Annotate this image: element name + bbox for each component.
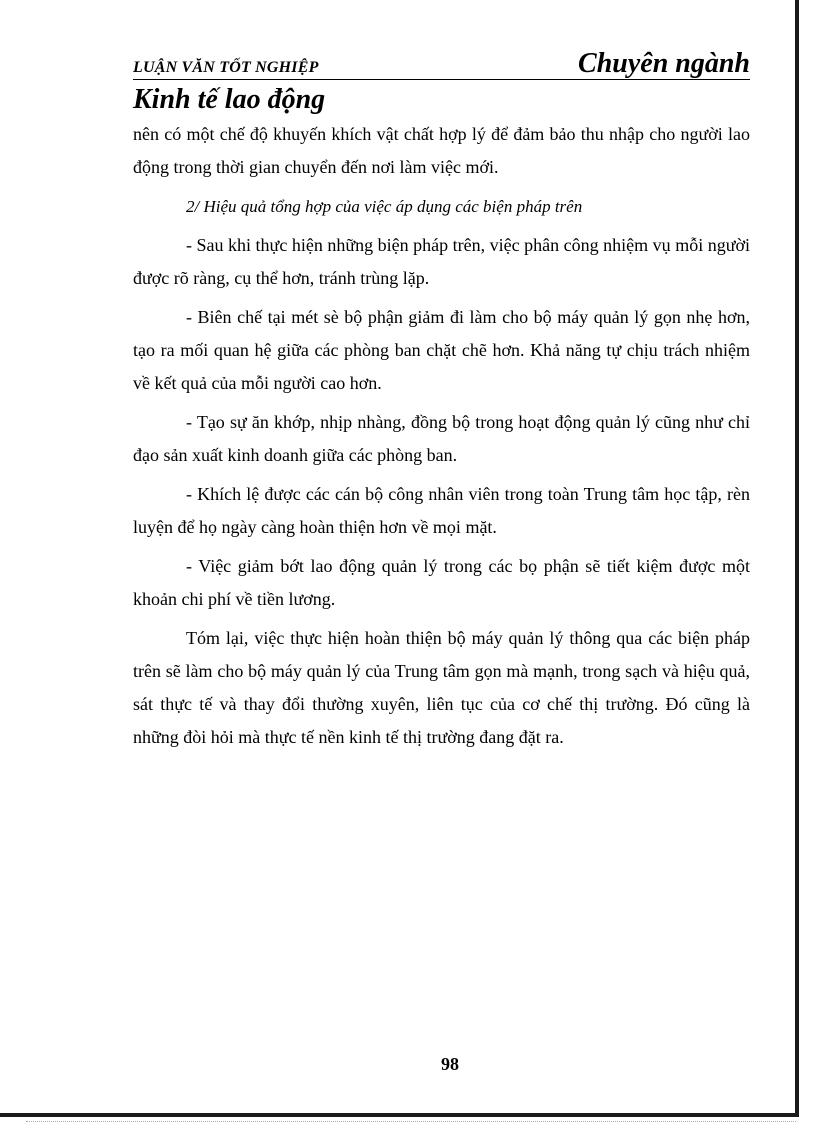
paragraph-continuation: nên có một chế độ khuyến khích vật chất hợp lý để đảm bảo thu nhập cho người lao động trong thời gian chuyển đến nơi làm việc mới. bbox=[133, 124, 750, 177]
summary-paragraph: Tóm lại, việc thực hiện hoàn thiện bộ máy quản lý thông qua các biện pháp trên sẽ làm cho bộ máy quản lý của Trung tâm gọn mà mạnh, trong sạch và hiệu quả, sát thực tế và thay đổi thường xuyên, liên tục của cơ chế thị trường. Đó cũng là những đòi hỏi mà thực tế nền kinh tế thị trường đang đặt ra. bbox=[133, 628, 750, 747]
document-body bbox=[133, 118, 750, 760]
header-thesis-title: LUẬN VĂN TỐT NGHIỆP bbox=[133, 59, 319, 76]
subject-title: Kinh tế lao động bbox=[133, 84, 326, 115]
bullet-paragraph: - Tạo sự ăn khớp, nhịp nhàng, đồng bộ trong hoạt động quản lý cũng như chỉ đạo sản xuất kinh doanh giữa các phòng ban. bbox=[133, 412, 750, 465]
header-major-label: Chuyên ngành bbox=[578, 48, 750, 79]
section-heading: 2/ Hiệu quả tổng hợp của việc áp dụng các biện pháp trên bbox=[186, 197, 583, 216]
bullet-paragraph: - Việc giảm bớt lao động quản lý trong các bọ phận sẽ tiết kiệm được một khoản chi phí về tiền lương. bbox=[133, 556, 750, 609]
bullet-paragraph: - Khích lệ được các cán bộ công nhân viên trong toàn Trung tâm học tập, rèn luyện để họ ngày càng hoàn thiện hơn về mọi mặt. bbox=[133, 484, 750, 537]
page-header bbox=[133, 50, 750, 80]
bullet-paragraph: - Sau khi thực hiện những biện pháp trên, việc phân công nhiệm vụ mỗi người được rõ ràng, cụ thể hơn, tránh trùng lặp. bbox=[133, 235, 750, 288]
page-number: 98 bbox=[441, 1054, 459, 1074]
header-rule bbox=[133, 79, 750, 80]
bullet-paragraph: - Biên chế tại mét sè bộ phận giảm đi làm cho bộ máy quản lý gọn nhẹ hơn, tạo ra mối quan hệ giữa các phòng ban chặt chẽ hơn. Khả năng tự chịu trách nhiệm về kết quả của mỗi người cao hơn. bbox=[133, 307, 750, 393]
page-bottom-dotted-line bbox=[26, 1121, 796, 1122]
